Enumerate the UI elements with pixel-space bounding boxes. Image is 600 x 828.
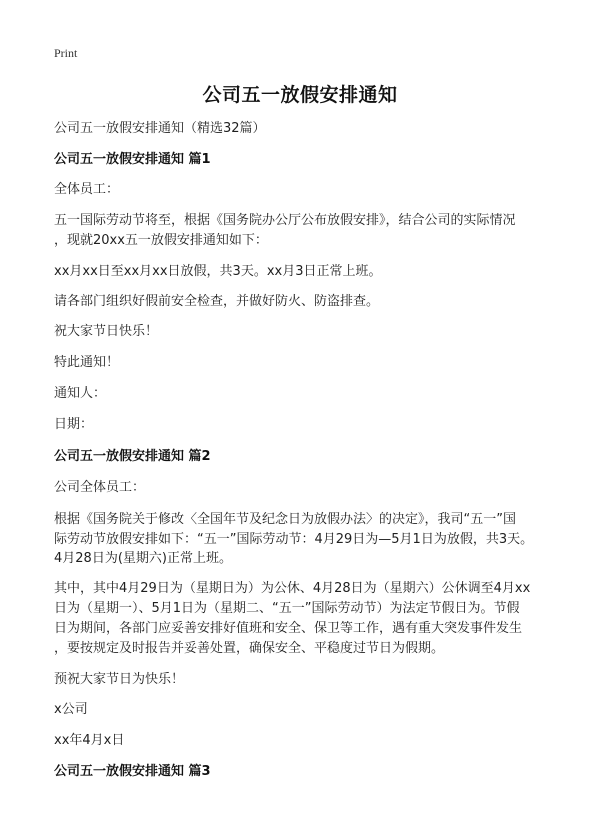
section-1-para3: 请各部门组织好假前安全检查，并做好防火、防盗排查。	[54, 294, 380, 309]
section-2-para2-line2: 日为（星期一）、5月1日为（星期二、“五一”国际劳动节）为法定节假日为。节假	[54, 601, 520, 616]
document-subtitle: 公司五一放假安排通知（精选32篇）	[54, 121, 266, 136]
section-1-greeting: 全体员工：	[54, 182, 120, 197]
section-2-para3: 预祝大家节日为快乐！	[54, 672, 185, 687]
section-2-date: xx年4月x日	[54, 733, 125, 748]
section-1-notifier: 通知人：	[54, 386, 107, 401]
section-2-para2-line4: ，要按规定及时报告并妥善处置，确保安全、平稳度过节日为假期。	[54, 641, 445, 656]
section-1-para1-line1: 五一国际劳动节将至，根据《国务院办公厅公布放假安排》，结合公司的实际情况	[54, 213, 516, 228]
section-1-para1-line2: ，现就20xx五一放假安排通知如下：	[54, 233, 268, 248]
section-1-para2: xx月xx日至xx月xx日放假，共3天。xx月3日正常上班。	[54, 264, 382, 279]
section-1-date: 日期：	[54, 417, 94, 432]
document-title: 公司五一放假安排通知	[202, 84, 398, 106]
section-2-greeting: 公司全体员工：	[54, 480, 146, 495]
section-2-para1-line3: 4月28日为(星期六)正常上班。	[54, 551, 232, 566]
section-heading-2: 公司五一放假安排通知 篇2	[54, 449, 211, 464]
section-heading-1: 公司五一放假安排通知 篇1	[54, 152, 211, 167]
print-label: Print	[54, 46, 78, 60]
section-1-para4: 祝大家节日快乐！	[54, 324, 159, 339]
section-1-para5: 特此通知！	[54, 355, 120, 370]
section-2-para1-line1: 根据《国务院关于修改〈全国年节及纪念日为放假办法〉的决定》，我司“五一”国	[54, 512, 516, 527]
section-2-para2-line3: 日为期间，各部门应妥善安排好值班和安全、保卫等工作，遇有重大突发事件发生	[54, 621, 523, 636]
section-2-company: x公司	[54, 702, 88, 717]
section-2-para2-line1: 其中，其中4月29日为（星期日为）为公休、4月28日为（星期六）公休调至4月xx	[54, 581, 531, 596]
section-2-para1-line2: 际劳动节放假安排如下：“五一”国际劳动节：4月29日为—5月1日为放假，共3天。	[54, 532, 534, 547]
section-heading-3: 公司五一放假安排通知 篇3	[54, 764, 211, 779]
